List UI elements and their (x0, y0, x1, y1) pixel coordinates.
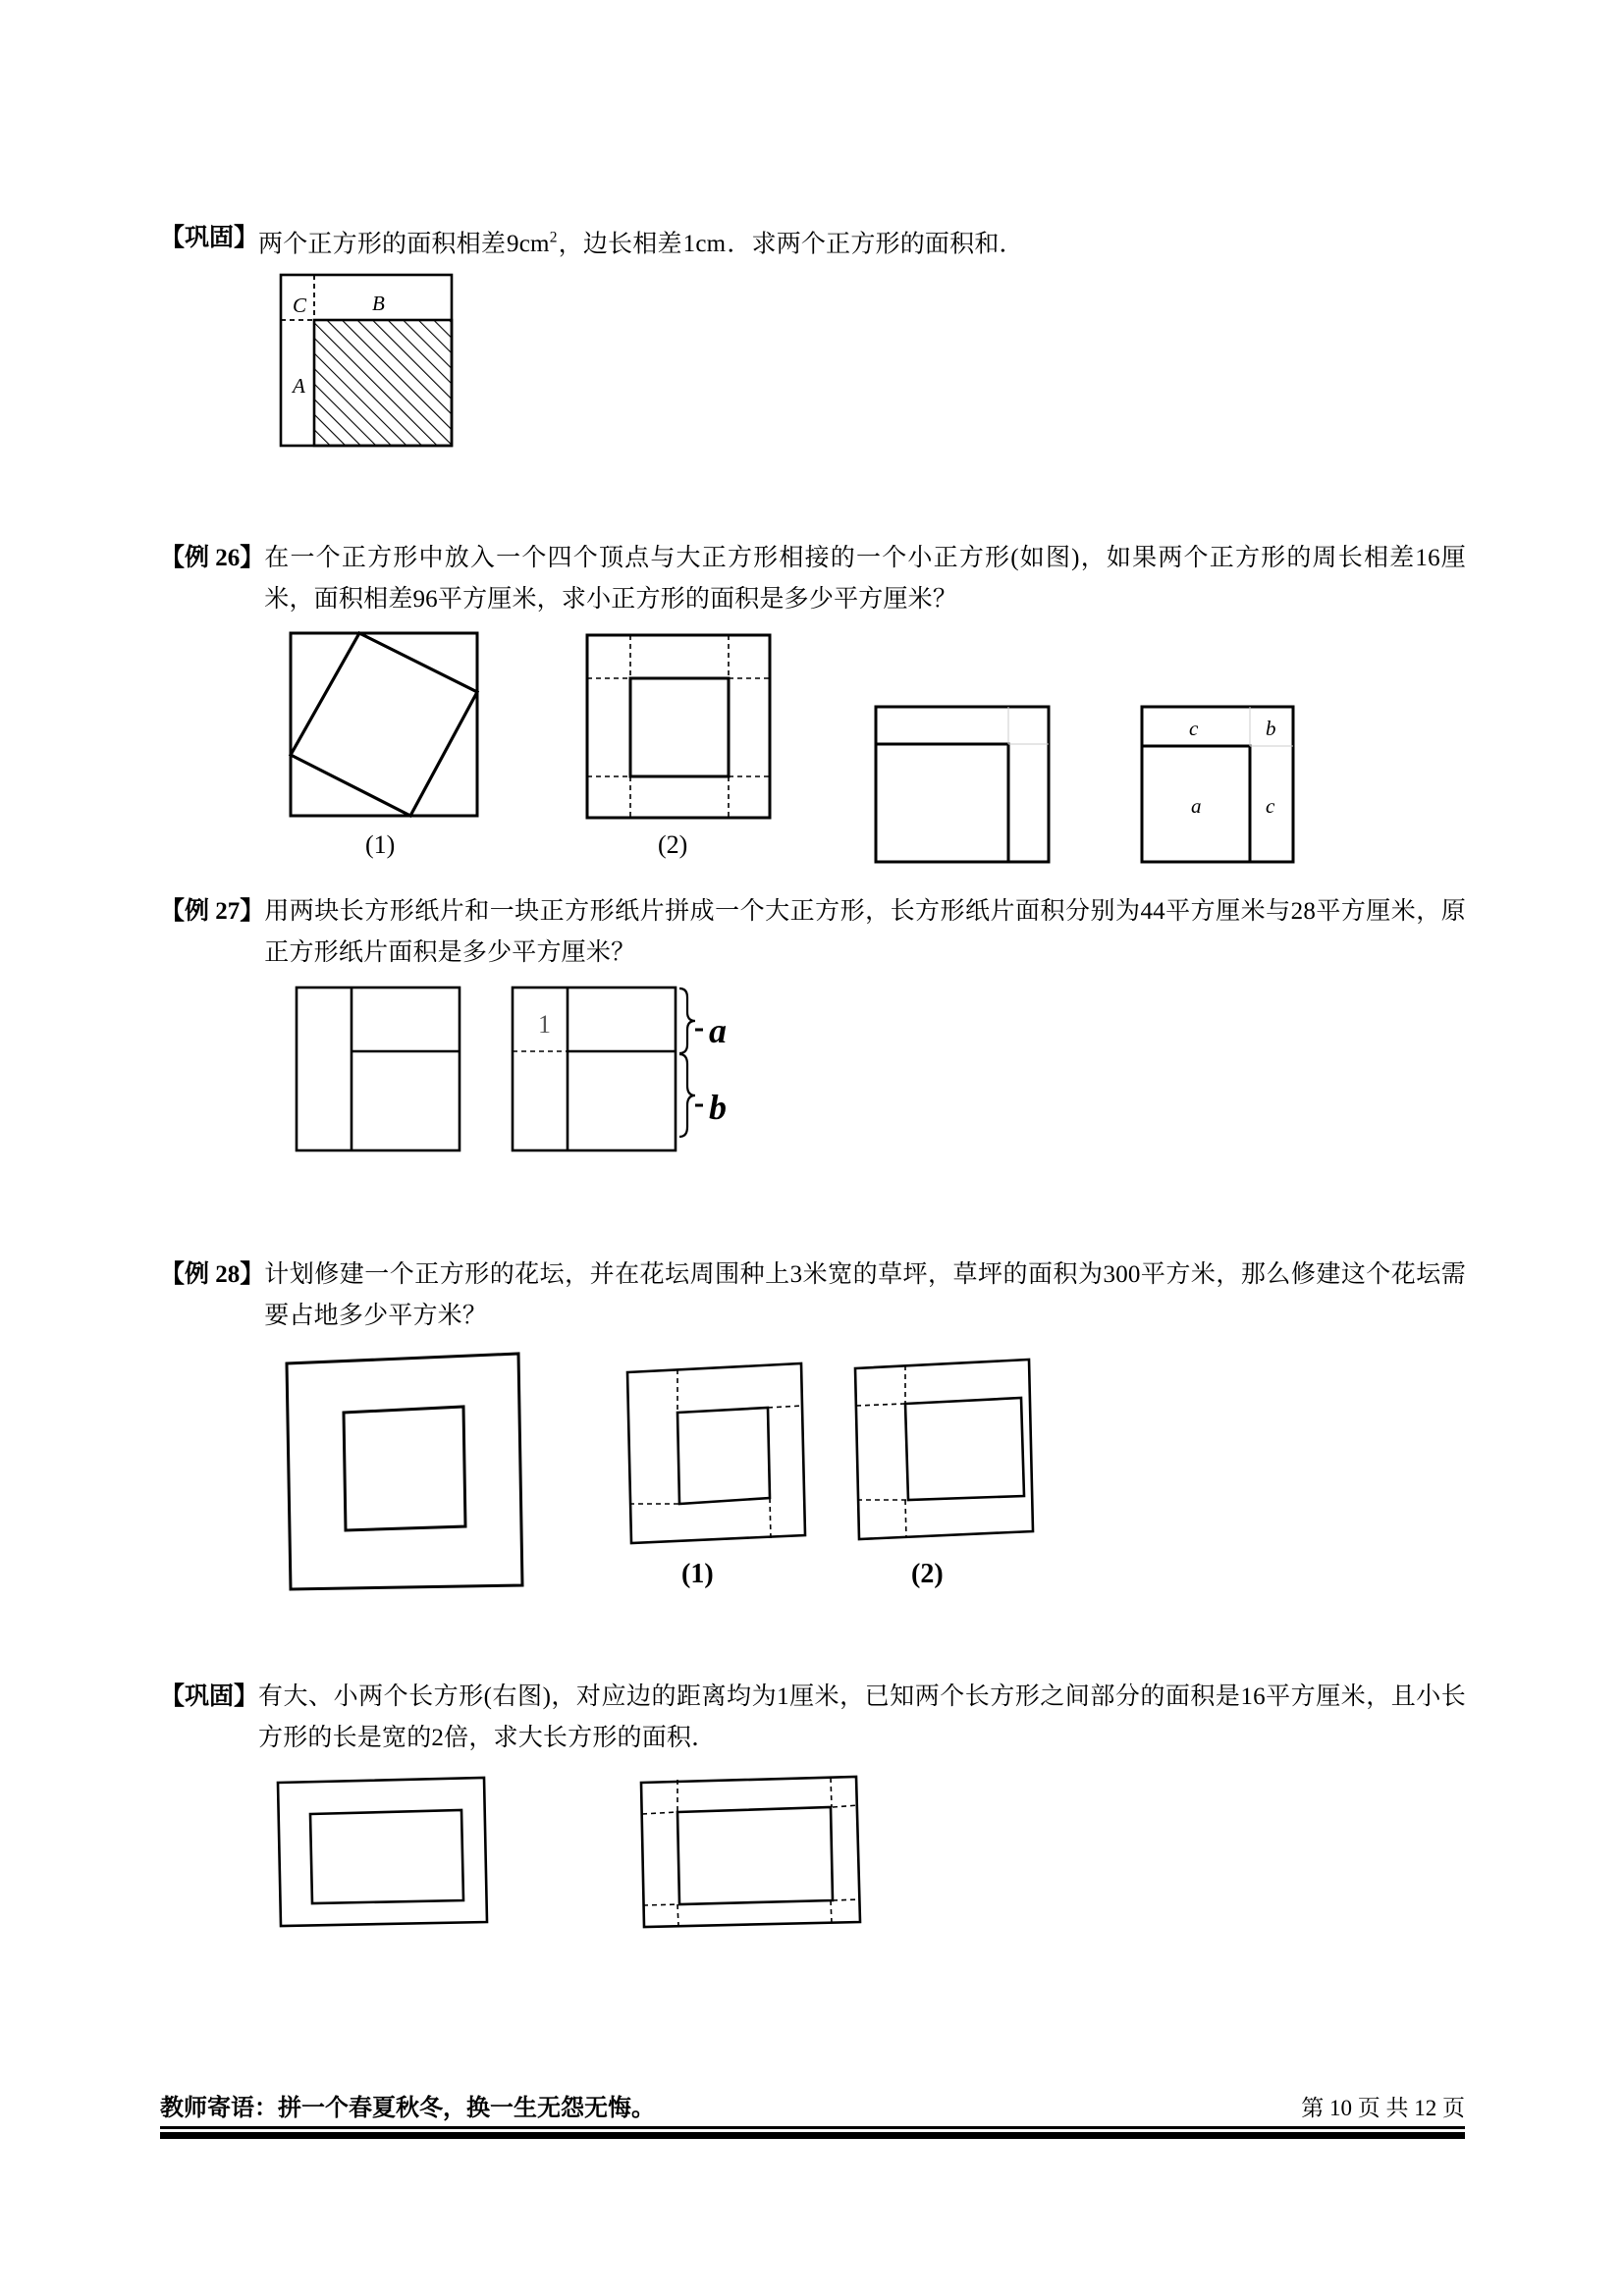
figure-ex28-main-frame (283, 1350, 528, 1593)
figure-label-B: B (372, 292, 385, 315)
figure-caption-ex28-1: (1) (681, 1559, 714, 1589)
figure-caption-ex26-2: (2) (658, 830, 688, 859)
problem-tag: 【巩固】 (160, 1683, 259, 1710)
figure-label-b: b (1266, 717, 1276, 740)
figure-caption-ex26-1: (1) (365, 830, 396, 859)
problem-tag: 【巩固】 (160, 225, 259, 251)
figure-label-c-right: c (1266, 794, 1275, 818)
figure-caption-ex28-2: (2) (911, 1559, 944, 1589)
page-footer (160, 2081, 1465, 2139)
figure-gonggu-1-square (279, 273, 456, 450)
problem-gonggu-2 (160, 1677, 1466, 1759)
problem-example-27 (160, 891, 1466, 974)
problem-gonggu-1 (160, 218, 1466, 265)
footer-rule-thin (160, 2126, 1465, 2129)
figure-brace-label-b: b (709, 1088, 727, 1127)
figure-label-C: C (293, 294, 307, 317)
problem-text: 两个正方形的面积相差$9cm^2$，边长相差1cm．求两个正方形的面积和． (258, 230, 1024, 258)
footer-rule-thick (160, 2132, 1465, 2139)
problem-tag: 【例 28】 (160, 1261, 265, 1288)
figure-label-c-top: c (1189, 717, 1199, 740)
problem-example-26 (160, 538, 1466, 620)
footer-page-number: 第 10 页 共 12 页 (1301, 2096, 1465, 2120)
figure-label-A: A (293, 374, 305, 398)
figure-ex27-right-square (511, 986, 746, 1157)
figure-mark-one: 1 (538, 1010, 551, 1039)
footer-motto (160, 2088, 655, 2122)
problem-text: 计划修建一个正方形的花坛，并在花坛周围种上3米宽的草坪，草坪的面积为300平方米，那么修建这个花坛需要占地多少平方米？ (264, 1261, 1466, 1329)
problem-tag: 【例 27】 (160, 898, 265, 925)
problem-text: 有大、小两个长方形(右图)，对应边的距离均为1厘米，已知两个长方形之间部分的面积是16平方厘米，且小长方形的长是宽的2倍，求大长方形的面积． (258, 1683, 1466, 1751)
figure-brace-label-a: a (709, 1011, 727, 1050)
figure-label-a: a (1191, 794, 1202, 818)
figure-ex28-1-frame (624, 1361, 811, 1552)
figure-ex28-2-frame (852, 1357, 1039, 1548)
problem-example-28 (160, 1255, 1466, 1337)
figure-ex26-3-corner-square (874, 705, 1053, 865)
footer-motto-label: 教师寄语： (160, 2096, 278, 2121)
problem-text: 在一个正方形中放入一个四个顶点与大正方形相接的一个小正方形(如图)，如果两个正方形的周长相差16厘米，面积相差96平方厘米，求小正方形的面积是多少平方厘米？ (264, 545, 1466, 613)
figure-gonggu-2-right-rect (638, 1775, 874, 1932)
figure-ex27-left-square (295, 986, 461, 1152)
figure-ex26-1-tilted-square (289, 631, 485, 824)
figure-ex26-4-labelled-square (1140, 705, 1297, 865)
figure-ex26-2-nested-square (585, 633, 774, 822)
footer-motto-text: 拼一个春夏秋冬，换一生无怨无悔。 (278, 2096, 655, 2121)
figure-gonggu-2-left-rect (275, 1775, 501, 1932)
problem-tag: 【例 26】 (160, 545, 265, 571)
problem-text: 用两块长方形纸片和一块正方形纸片拼成一个大正方形，长方形纸片面积分别为44平方厘米与28平方厘米，原正方形纸片面积是多少平方厘米？ (264, 898, 1466, 966)
